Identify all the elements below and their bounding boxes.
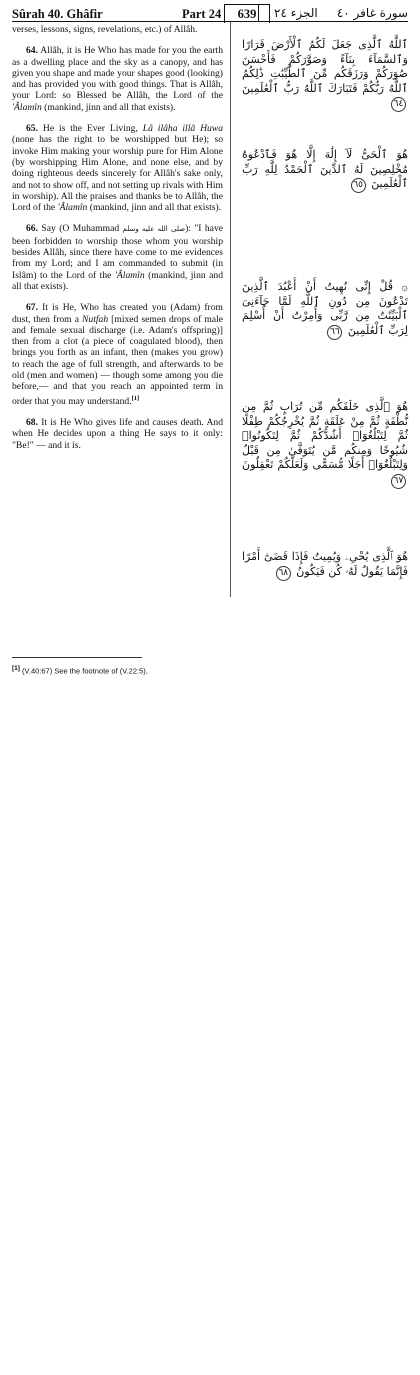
verse-text-end: (mankind, jinn and all that exists).: [89, 202, 222, 214]
footnote-marker[interactable]: [1]: [131, 394, 140, 402]
salawat: صلى الله عليه وسلم: [122, 225, 186, 234]
verse-68: [12, 417, 223, 451]
verse-term: 'Âlamîn: [12, 101, 42, 113]
verse-number: 67.: [26, 302, 38, 314]
verse-text-end: (mankind, jinn and all that exists).: [44, 101, 176, 113]
part-label: Part 24: [182, 7, 222, 21]
verse-term: 'Âlamîn: [57, 202, 88, 214]
verse-text: It is He, Who has created you (Adam) from dust, then from a: [12, 302, 223, 325]
arabic-verse-66: [242, 280, 408, 340]
verse-text: [mixed semen drops of male and female sexual discharge (i.e. Adam's offspring)] then from a clot (a piece of coagulated blood), then brings you forth as an infant, then (makes you grow) to reach the age of full strength, and afterwards to be old (men and women) — though some among you die before,— and that you reach an appointed term in order that you may understand.: [12, 313, 223, 407]
footnote-rule: [12, 657, 142, 658]
english-translation-column: [12, 24, 223, 461]
ayah-number-marker: ٦٨: [276, 566, 291, 581]
verse-text: Allâh, it is He Who has made for you the earth as a dwelling place and the sky as a canopy, and has given you shape and made your shapes good (looking) and has provided you with good things. That is Allâh, your Lord: so Blessed be Allâh, the Lord of the: [12, 45, 223, 102]
verse-text-end: (mankind, jinn and all that exists).: [12, 269, 223, 292]
verse-text: He is the Ever Living,: [42, 123, 138, 135]
header-separator: [258, 4, 259, 21]
arabic-verse-67: [242, 400, 408, 489]
verse-66: [12, 223, 223, 292]
verse-number: 64.: [26, 45, 38, 57]
arabic-verse-65: [242, 148, 408, 193]
verse-text: ): "I have been forbidden to worship those whom you worship besides Allâh, since there have come to me evidences from my Lord; and I am commanded to submit (in Islâm) to the Lord of the: [12, 223, 223, 281]
footnote-text: (V.40:67) See the footnote of (V.22:5).: [22, 666, 148, 676]
surah-title: Sûrah 40. Ghâfir: [12, 7, 103, 21]
column-divider: [230, 22, 231, 597]
page-number: 639: [224, 4, 270, 23]
verse-term: 'Âlamîn: [114, 269, 145, 281]
header-rule: [12, 21, 408, 22]
verse-number: 68.: [26, 417, 38, 429]
juz-arabic: الجزء ٢٤: [274, 6, 318, 20]
verse-term: Lâ ilâha illâ Huwa: [142, 123, 223, 135]
arabic-verse-text: هُوَ ٱلْحَىُّ لَآ إِلَٰهَ إِلَّا هُوَ فَٱدْعُوهُ مُخْلِصِينَ لَهُ ٱلدِّينَ ٱلْحَمْدُ لِلَّهِ رَبِّ ٱلْعَٰلَمِينَ: [242, 148, 408, 190]
verse-text: It is He Who gives life and causes death. And when He decides upon a thing He says to it only: "Be!" — and it is.: [12, 417, 223, 451]
ayah-number-marker: ٦٤: [391, 97, 406, 112]
verse-text: (none has the right to be worshipped but He); so invoke Him making your worship pure for Him Alone (by worshipping Him Alone, and none else, and by doing righteous deeds sincerely for Allâh's sake only, and not to show off, and not setting up rivals with Him in worship). All the praises and thanks be to Allâh, the Lord of the: [12, 134, 223, 214]
verse-67: [12, 302, 223, 407]
verse-continuation: verses, lessons, signs, revelations, etc.) of Allâh.: [12, 24, 198, 35]
arabic-verse-text: ٱللَّهُ ٱلَّذِى جَعَلَ لَكُمُ ٱلْأَرْضَ قَرَارًا وَٱلسَّمَآءَ بِنَآءً وَصَوَّرَكُمْ فَأَحْسَنَ صُوَرَكُمْ وَرَزَقَكُم مِّنَ ٱلطَّيِّبَٰتِ ذَٰلِكُمُ ٱللَّهُ رَبُّكُمْ فَتَبَارَكَ ٱللَّهُ رَبُّ ٱلْعَٰلَمِينَ: [242, 38, 408, 95]
ayah-number-marker: ٦٥: [351, 178, 366, 193]
footnote: [12, 664, 272, 676]
arabic-verse-text: ۞ قُلْ إِنِّى نُهِيتُ أَنْ أَعْبُدَ ٱلَّذِينَ تَدْعُونَ مِن دُونِ ٱللَّهِ لَمَّا جَآءَنِىَ ٱلْبَيِّنَٰتُ مِن رَّبِّى وَأُمِرْتُ أَنْ أُسْلِمَ لِرَبِّ ٱلْعَٰلَمِينَ: [242, 280, 408, 337]
footnote-mark: [1]: [12, 665, 20, 672]
verse-64: [12, 45, 223, 113]
ayah-number-marker: ٦٧: [391, 474, 406, 489]
arabic-verse-68: [242, 550, 408, 581]
verse-term: Nutfah: [82, 313, 109, 325]
verse-65: [12, 123, 223, 213]
verse-number: 66.: [26, 223, 38, 235]
arabic-verse-text: هُوَ ٱلَّذِى يُحْىِۦ وَيُمِيتُ فَإِذَا قَضَىٰٓ أَمْرًا فَإِنَّمَا يَقُولُ لَهُۥ كُن فَيَكُونُ: [242, 550, 408, 578]
surah-title-arabic: سورة غافر ٤٠: [336, 6, 408, 20]
verse-number: 65.: [26, 123, 38, 135]
arabic-verse-64: [242, 38, 408, 112]
arabic-verse-text: هُوَ ٱلَّذِى خَلَقَكُم مِّن تُرَابٍ ثُمَّ مِن نُّطْفَةٍ ثُمَّ مِنْ عَلَقَةٍ ثُمَّ يُخْرِجُكُمْ طِفْلًا ثُمَّ لِتَبْلُغُوٓا۟ أَشُدَّكُمْ ثُمَّ لِتَكُونُوا۟ شُيُوخًا وَمِنكُم مَّن يُتَوَفَّىٰ مِن قَبْلُ وَلِتَبْلُغُوٓا۟ أَجَلًا مُّسَمًّى وَلَعَلَّكُمْ تَعْقِلُونَ: [242, 400, 408, 471]
ayah-number-marker: ٦٦: [327, 325, 342, 340]
verse-text: Say (O Muhammad: [41, 223, 120, 235]
